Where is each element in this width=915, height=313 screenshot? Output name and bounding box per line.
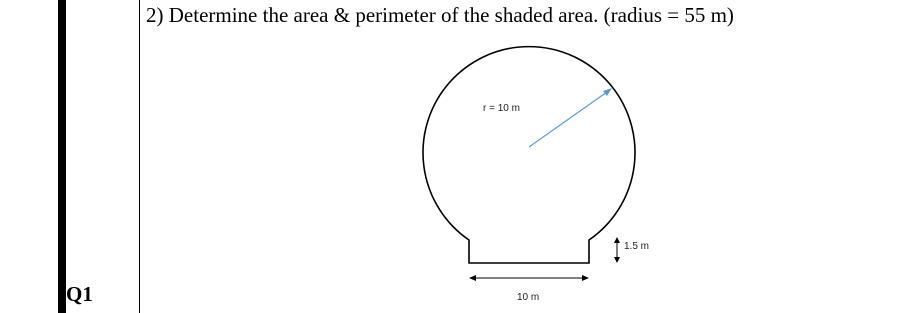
radius-arrowhead [603, 88, 612, 96]
height-arrow-down [614, 257, 620, 263]
height-arrow-up [614, 237, 620, 243]
shape-outline [423, 47, 635, 263]
question-text: 2) Determine the area & perimeter of the shaded area. (radius = 55 m) [146, 3, 734, 27]
width-label: 10 m [517, 292, 540, 303]
height-label: 1.5 m [624, 241, 650, 252]
width-arrow-left [469, 275, 476, 281]
question-number: Q1 [66, 282, 93, 306]
width-arrow-right [582, 275, 589, 281]
radius-label: r = 10 m [483, 103, 520, 114]
radius-line [529, 92, 607, 147]
